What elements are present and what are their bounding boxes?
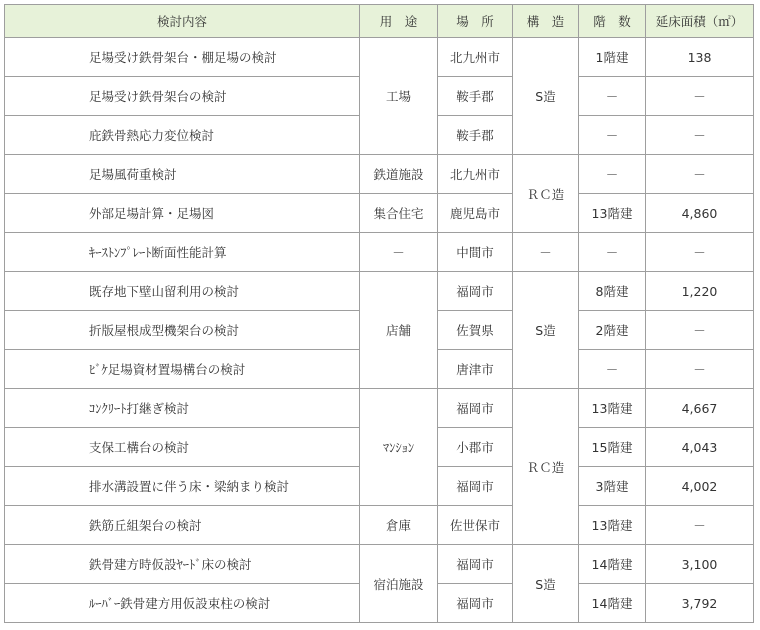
area-cell: 4,667: [646, 389, 754, 428]
task-cell: 既存地下壁山留利用の検討: [5, 272, 360, 311]
task-cell: ｷｰｽﾄﾝﾌﾟﾚｰﾄ断面性能計算: [5, 233, 360, 272]
task-cell: 庇鉄骨熱応力変位検討: [5, 116, 360, 155]
floors-cell: 13階建: [579, 389, 646, 428]
table-row: [5, 233, 754, 272]
place-cell: 福岡市: [438, 545, 513, 584]
place-cell: 福岡市: [438, 467, 513, 506]
use-cell: 店舗: [360, 272, 438, 389]
area-cell: －: [646, 155, 754, 194]
structure-cell: ＲＣ造: [513, 155, 579, 233]
use-cell: 宿泊施設: [360, 545, 438, 623]
header-area: 延床面積（㎡）: [646, 5, 754, 38]
area-cell: 4,043: [646, 428, 754, 467]
use-cell: －: [360, 233, 438, 272]
floors-cell: 1階建: [579, 38, 646, 77]
task-cell: 排水溝設置に伴う床・梁納まり検討: [5, 467, 360, 506]
area-cell: 4,860: [646, 194, 754, 233]
table-row: [5, 389, 754, 428]
table-row: [5, 194, 754, 233]
task-cell: 足場風荷重検討: [5, 155, 360, 194]
place-cell: 鞍手郡: [438, 116, 513, 155]
task-cell: 外部足場計算・足場図: [5, 194, 360, 233]
floors-cell: 14階建: [579, 545, 646, 584]
area-cell: 138: [646, 38, 754, 77]
task-cell: 足場受け鉄骨架台・棚足場の検討: [5, 38, 360, 77]
area-cell: －: [646, 233, 754, 272]
header-structure: 構 造: [513, 5, 579, 38]
place-cell: 佐賀県: [438, 311, 513, 350]
task-cell: ﾋﾞｹ足場資材置場構台の検討: [5, 350, 360, 389]
header-place: 場 所: [438, 5, 513, 38]
floors-cell: 3階建: [579, 467, 646, 506]
task-cell: ｺﾝｸﾘｰﾄ打継ぎ検討: [5, 389, 360, 428]
table-row: [5, 272, 754, 311]
structure-cell: －: [513, 233, 579, 272]
floors-cell: －: [579, 116, 646, 155]
task-cell: 折版屋根成型機架台の検討: [5, 311, 360, 350]
floors-cell: －: [579, 350, 646, 389]
area-cell: －: [646, 77, 754, 116]
floors-cell: 8階建: [579, 272, 646, 311]
place-cell: 鞍手郡: [438, 77, 513, 116]
header-row: [5, 5, 754, 38]
structure-cell: S造: [513, 38, 579, 155]
table-row: [5, 38, 754, 77]
use-cell: 鉄道施設: [360, 155, 438, 194]
task-cell: 足場受け鉄骨架台の検討: [5, 77, 360, 116]
area-cell: －: [646, 350, 754, 389]
place-cell: 北九州市: [438, 155, 513, 194]
floors-cell: －: [579, 155, 646, 194]
area-cell: －: [646, 506, 754, 545]
place-cell: 鹿児島市: [438, 194, 513, 233]
structure-cell: S造: [513, 272, 579, 389]
project-table: [4, 4, 754, 623]
use-cell: 工場: [360, 38, 438, 155]
floors-cell: 14階建: [579, 584, 646, 623]
use-cell: 倉庫: [360, 506, 438, 545]
table-row: [5, 506, 754, 545]
place-cell: 福岡市: [438, 584, 513, 623]
header-use: 用 途: [360, 5, 438, 38]
use-cell: ﾏﾝｼｮﾝ: [360, 389, 438, 506]
task-cell: ﾙｰﾊﾞｰ鉄骨建方用仮設束柱の検討: [5, 584, 360, 623]
header-floors: 階 数: [579, 5, 646, 38]
place-cell: 小郡市: [438, 428, 513, 467]
place-cell: 北九州市: [438, 38, 513, 77]
floors-cell: 13階建: [579, 506, 646, 545]
area-cell: －: [646, 311, 754, 350]
floors-cell: 13階建: [579, 194, 646, 233]
floors-cell: －: [579, 77, 646, 116]
table-row: [5, 155, 754, 194]
header-task: 検討内容: [5, 5, 360, 38]
table-row: [5, 545, 754, 584]
place-cell: 福岡市: [438, 389, 513, 428]
place-cell: 中間市: [438, 233, 513, 272]
floors-cell: 15階建: [579, 428, 646, 467]
area-cell: 3,792: [646, 584, 754, 623]
place-cell: 佐世保市: [438, 506, 513, 545]
place-cell: 唐津市: [438, 350, 513, 389]
area-cell: 4,002: [646, 467, 754, 506]
structure-cell: S造: [513, 545, 579, 623]
floors-cell: －: [579, 233, 646, 272]
place-cell: 福岡市: [438, 272, 513, 311]
structure-cell: ＲＣ造: [513, 389, 579, 545]
use-cell: 集合住宅: [360, 194, 438, 233]
task-cell: 鉄筋丘組架台の検討: [5, 506, 360, 545]
floors-cell: 2階建: [579, 311, 646, 350]
task-cell: 支保工構台の検討: [5, 428, 360, 467]
area-cell: 1,220: [646, 272, 754, 311]
task-cell: 鉄骨建方時仮設ﾔｰﾄﾞ床の検討: [5, 545, 360, 584]
area-cell: 3,100: [646, 545, 754, 584]
area-cell: －: [646, 116, 754, 155]
